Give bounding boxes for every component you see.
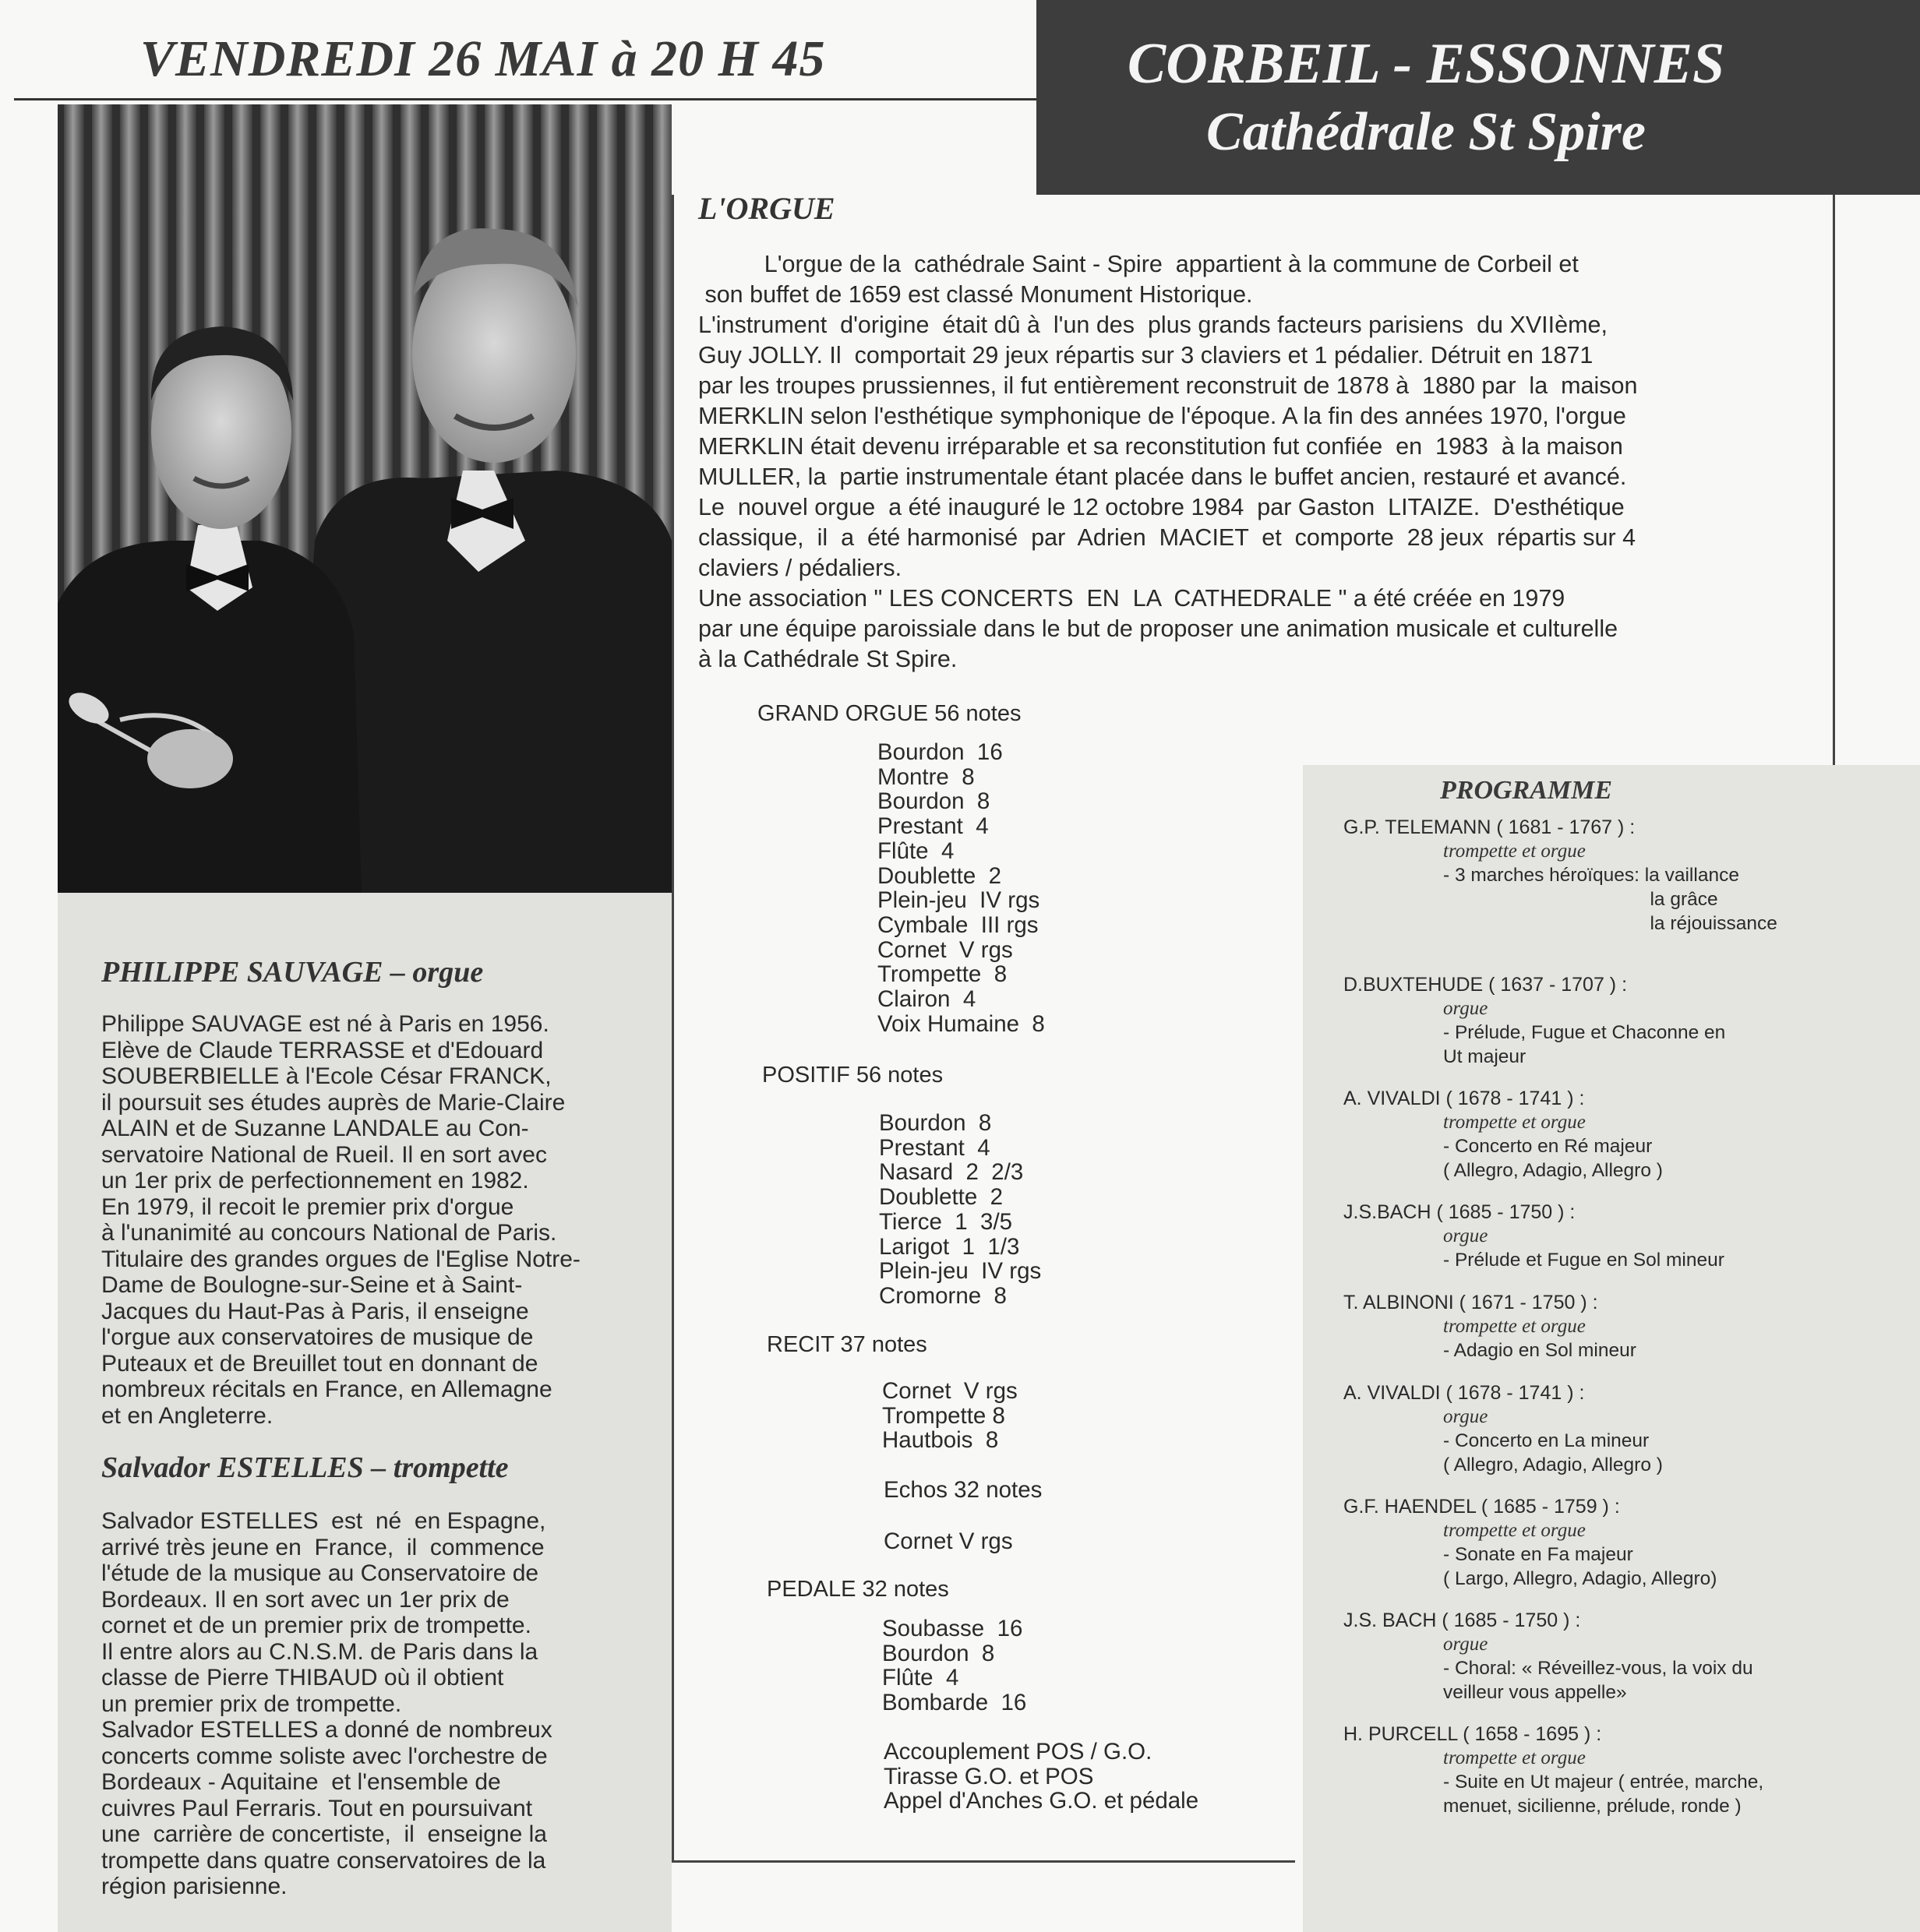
programme-work: - Concerto en La mineur ( Allegro, Adagio, Allegro ) [1443, 1430, 1663, 1475]
orgue-line: MERKLIN était devenu irréparable et sa reconstitution fut confiée en 1983 à la maison [698, 433, 1623, 460]
orgue-heading: L'ORGUE [698, 191, 835, 226]
stop-list-pedale [882, 1616, 1026, 1715]
programme-work: - Concerto en Ré majeur ( Allegro, Adagio, Allegro ) [1443, 1136, 1663, 1181]
programme-composer: J.S. BACH ( 1685 - 1750 ) : [1343, 1609, 1581, 1631]
programme-work: - Adagio en Sol mineur [1443, 1340, 1636, 1361]
programme-composer: J.S.BACH ( 1685 - 1750 ) : [1343, 1201, 1576, 1223]
programme-instrumentation: trompette et orgue [1443, 1747, 1586, 1768]
programme-entry [1343, 815, 1920, 936]
orgue-line: L'instrument d'origine était dû à l'un des plus grands facteurs parisiens du XVIIème, [698, 312, 1608, 338]
programme-entry [1343, 1290, 1920, 1363]
programme-instrumentation: orgue [1443, 1406, 1488, 1427]
stop-item: Cromorne 8 [879, 1282, 1007, 1309]
programme-composer: H. PURCELL ( 1658 - 1695 ) : [1343, 1723, 1602, 1745]
bio-line: cornet et de un premier prix de trompette. [101, 1613, 531, 1638]
bio-heading-sauvage: PHILIPPE SAUVAGE – orgue [101, 956, 484, 989]
programme-entry [1343, 1086, 1920, 1183]
programme-composer: A. VIVALDI ( 1678 - 1741 ) : [1343, 1088, 1585, 1109]
bio-line: une carrière de concertiste, il enseigne la [101, 1821, 547, 1847]
bio-line: région parisienne. [101, 1874, 288, 1899]
programme-entry [1343, 972, 1920, 1069]
division-positif: POSITIF 56 notes [762, 1063, 944, 1088]
stop-item: Bourdon 8 [882, 1640, 995, 1666]
performers-photo [58, 104, 672, 893]
bio-line: Philippe SAUVAGE est né à Paris en 1956. [101, 1011, 549, 1037]
programme-instrumentation: trompette et orgue [1443, 1112, 1586, 1133]
division-recit: RECIT 37 notes [767, 1332, 927, 1357]
orgue-line: L'orgue de la cathédrale Saint - Spire appartient à la commune de Corbeil et [698, 251, 1579, 277]
bio-line: classe de Pierre THIBAUD où il obtient [101, 1665, 504, 1690]
programme-work: - Prélude, Fugue et Chaconne en Ut majeur [1443, 1022, 1726, 1067]
bio-line: nombreux récitals en France, en Allemagne [101, 1377, 552, 1402]
bio-line: Jacques du Haut-Pas à Paris, il enseigne [101, 1298, 529, 1324]
stop-item: Soubasse 16 [882, 1616, 1023, 1641]
programme-instrumentation: trompette et orgue [1443, 841, 1586, 862]
programme-work: - Sonate en Fa majeur ( Largo, Allegro, Adagio, Allegro) [1443, 1544, 1717, 1589]
stop-item: Trompette 8 [877, 961, 1008, 988]
orgue-description [698, 249, 1637, 675]
division-pedale: PEDALE 32 notes [767, 1577, 949, 1602]
performer-bios [58, 893, 672, 1932]
venue-title: Cathédrale St Spire [1206, 102, 1646, 162]
coupler-item: Appel d'Anches G.O. et pédale [884, 1788, 1199, 1814]
stop-item: Doublette 2 [879, 1184, 1004, 1211]
bio-line: Titulaire des grandes orgues de l'Eglise Notre- [101, 1246, 581, 1272]
programme-work: - Choral: « Réveillez-vous, la voix du veilleur vous appelle» [1443, 1658, 1753, 1703]
programme-entry [1343, 1608, 1920, 1705]
programme-work: - 3 marches héroïques: la vaillance la grâce la réjouissance [1443, 865, 1777, 934]
orgue-line: son buffet de 1659 est classé Monument Historique. [698, 281, 1253, 308]
bio-line: servatoire National de Rueil. Il en sort avec [101, 1141, 547, 1168]
bio-line: Bordeaux - Aquitaine et l'ensemble de [101, 1769, 501, 1795]
programme-instrumentation: orgue [1443, 1225, 1488, 1246]
frame-rule-left [672, 195, 674, 1862]
programme-instrumentation: orgue [1443, 998, 1488, 1019]
bio-text-sauvage [101, 1011, 581, 1429]
frame-rule-right [1833, 195, 1835, 765]
stop-item: Voix Humaine 8 [877, 1010, 1045, 1037]
stop-item: Cornet V rgs [877, 936, 1013, 963]
orgue-line: Le nouvel orgue a été inauguré le 12 octobre 1984 par Gaston LITAIZE. D'esthétique [698, 494, 1625, 520]
bio-line: Bordeaux. Il en sort avec un 1er prix de [101, 1586, 510, 1613]
programme-composer: G.P. TELEMANN ( 1681 - 1767 ) : [1343, 816, 1636, 838]
programme-instrumentation: trompette et orgue [1443, 1520, 1586, 1541]
programme-composer: T. ALBINONI ( 1671 - 1750 ) : [1343, 1292, 1598, 1313]
programme-instrumentation: trompette et orgue [1443, 1316, 1586, 1337]
orgue-line: classique, il a été harmonisé par Adrien MACIET et comporte 28 jeux répartis sur 4 [698, 524, 1636, 551]
concert-date: VENDREDI 26 MAI à 20 H 45 [140, 30, 826, 87]
stop-item: Bourdon 8 [877, 788, 990, 815]
orgue-line: MULLER, la partie instrumentale étant placée dans le buffet ancien, restauré et avancé. [698, 464, 1627, 490]
stop-list-positif [879, 1111, 1041, 1309]
orgue-line: par les troupes prussiennes, il fut entièrement reconstruit de 1878 à 1880 par la maison [698, 372, 1638, 399]
bio-line: ALAIN et de Suzanne LANDALE au Con- [101, 1116, 529, 1141]
bio-line: Salvador ESTELLES a donné de nombreux [101, 1717, 552, 1743]
bio-line: un premier prix de trompette. [101, 1690, 402, 1717]
stop-item: Hautbois 8 [882, 1427, 999, 1454]
bio-text-estelles [101, 1508, 552, 1900]
venue-banner [1036, 0, 1920, 195]
programme-work: - Prélude et Fugue en Sol mineur [1443, 1250, 1724, 1271]
bio-line: En 1979, il recoit le premier prix d'orgue [101, 1193, 514, 1220]
stop-item: Larigot 1 1/3 [879, 1233, 1020, 1260]
stop-item: Nasard 2 2/3 [879, 1159, 1024, 1186]
orgue-line: MERKLIN selon l'esthétique symphonique de l'époque. A la fin des années 1970, l'orgue [698, 403, 1626, 429]
stop-item: Plein-jeu IV rgs [879, 1258, 1042, 1285]
bio-line: trompette dans quatre conservatoires de la [101, 1847, 546, 1874]
programme-title: PROGRAMME [1440, 776, 1613, 805]
stop-item: Clairon 4 [877, 986, 976, 1013]
stop-item: Flûte 4 [882, 1665, 959, 1691]
stop-item: Bombarde 16 [882, 1690, 1027, 1716]
bio-line: concerts comme soliste avec l'orchestre de [101, 1743, 548, 1769]
coupler-item: Accouplement POS / G.O. [884, 1739, 1152, 1765]
bio-line: à l'unanimité au concours National de Paris. [101, 1220, 557, 1246]
division-grand-orgue: GRAND ORGUE 56 notes [757, 701, 1022, 726]
coupler-list [884, 1740, 1198, 1814]
bio-line: Elève de Claude TERRASSE et d'Edouard [101, 1037, 544, 1063]
stop-item: Cymbale III rgs [877, 911, 1039, 938]
bio-line: l'étude de la musique au Conservatoire de [101, 1560, 539, 1586]
frame-rule-bottom [672, 1860, 1295, 1863]
orgue-line: Guy JOLLY. Il comportait 29 jeux répartis sur 3 claviers et 1 pédalier. Détruit en 1871 [698, 342, 1594, 368]
bio-line: Dame de Boulogne-sur-Seine et à Saint- [101, 1272, 523, 1298]
programme-composer: G.F. HAENDEL ( 1685 - 1759 ) : [1343, 1496, 1620, 1518]
programme-composer: D.BUXTEHUDE ( 1637 - 1707 ) : [1343, 974, 1628, 996]
bio-line: cuivres Paul Ferraris. Tout en poursuivant [101, 1795, 533, 1821]
stop-item: Doublette 2 [877, 862, 1002, 889]
orgue-line: par une équipe paroissiale dans le but de proposer une animation musicale et culturelle [698, 615, 1618, 642]
programme-entry [1343, 1494, 1920, 1591]
stop-item: Plein-jeu IV rgs [877, 887, 1040, 914]
programme-panel [1303, 765, 1920, 1932]
stop-item: Flûte 4 [877, 837, 955, 864]
programme-entry [1343, 1200, 1920, 1272]
bio-line: et en Angleterre. [101, 1402, 274, 1429]
city-title: CORBEIL - ESSONNES [1127, 32, 1725, 96]
programme-entry [1343, 1722, 1920, 1818]
bio-line: l'orgue aux conservatoires de musique de [101, 1324, 534, 1350]
coupler-item: Tirasse G.O. et POS [884, 1763, 1094, 1789]
programme-entry [1343, 1380, 1920, 1477]
bio-line: un 1er prix de perfectionnement en 1982. [101, 1168, 529, 1193]
stop-item: Trompette 8 [882, 1402, 1005, 1429]
stop-item: Bourdon 8 [879, 1110, 992, 1136]
bio-line: arrivé très jeune en France, il commence [101, 1534, 545, 1560]
stop-echos-cornet: Cornet V rgs [884, 1528, 1013, 1554]
orgue-line: claviers / pédaliers. [698, 555, 902, 581]
division-echos: Echos 32 notes [884, 1477, 1043, 1503]
stop-list-grand-orgue [877, 740, 1045, 1036]
orgue-line: à la Cathédrale St Spire. [698, 646, 958, 672]
header-rule [14, 98, 1043, 100]
bio-line: Salvador ESTELLES est né en Espagne, [101, 1508, 546, 1534]
programme-work: - Suite en Ut majeur ( entrée, marche, menuet, sicilienne, prélude, ronde ) [1443, 1772, 1764, 1817]
bio-line: Puteaux et de Breuillet tout en donnant de [101, 1350, 538, 1377]
programme-composer: A. VIVALDI ( 1678 - 1741 ) : [1343, 1382, 1585, 1404]
stop-item: Montre 8 [877, 763, 975, 790]
stop-item: Prestant 4 [877, 813, 989, 840]
bio-line: il poursuit ses études auprès de Marie-Claire [101, 1089, 566, 1116]
bio-line: Il entre alors au C.N.S.M. de Paris dans la [101, 1638, 538, 1665]
stop-item: Bourdon 16 [877, 739, 1003, 765]
bio-line: SOUBERBIELLE à l'Ecole César FRANCK, [101, 1063, 552, 1089]
stop-item: Prestant 4 [879, 1134, 990, 1161]
orgue-line: Une association " LES CONCERTS EN LA CATHEDRALE " a été créée en 1979 [698, 585, 1565, 612]
stop-item: Cornet V rgs [882, 1378, 1018, 1404]
stop-item: Tierce 1 3/5 [879, 1208, 1013, 1235]
programme-instrumentation: orgue [1443, 1634, 1488, 1655]
bio-heading-estelles: Salvador ESTELLES – trompette [101, 1451, 509, 1484]
stop-list-recit [882, 1379, 1018, 1453]
